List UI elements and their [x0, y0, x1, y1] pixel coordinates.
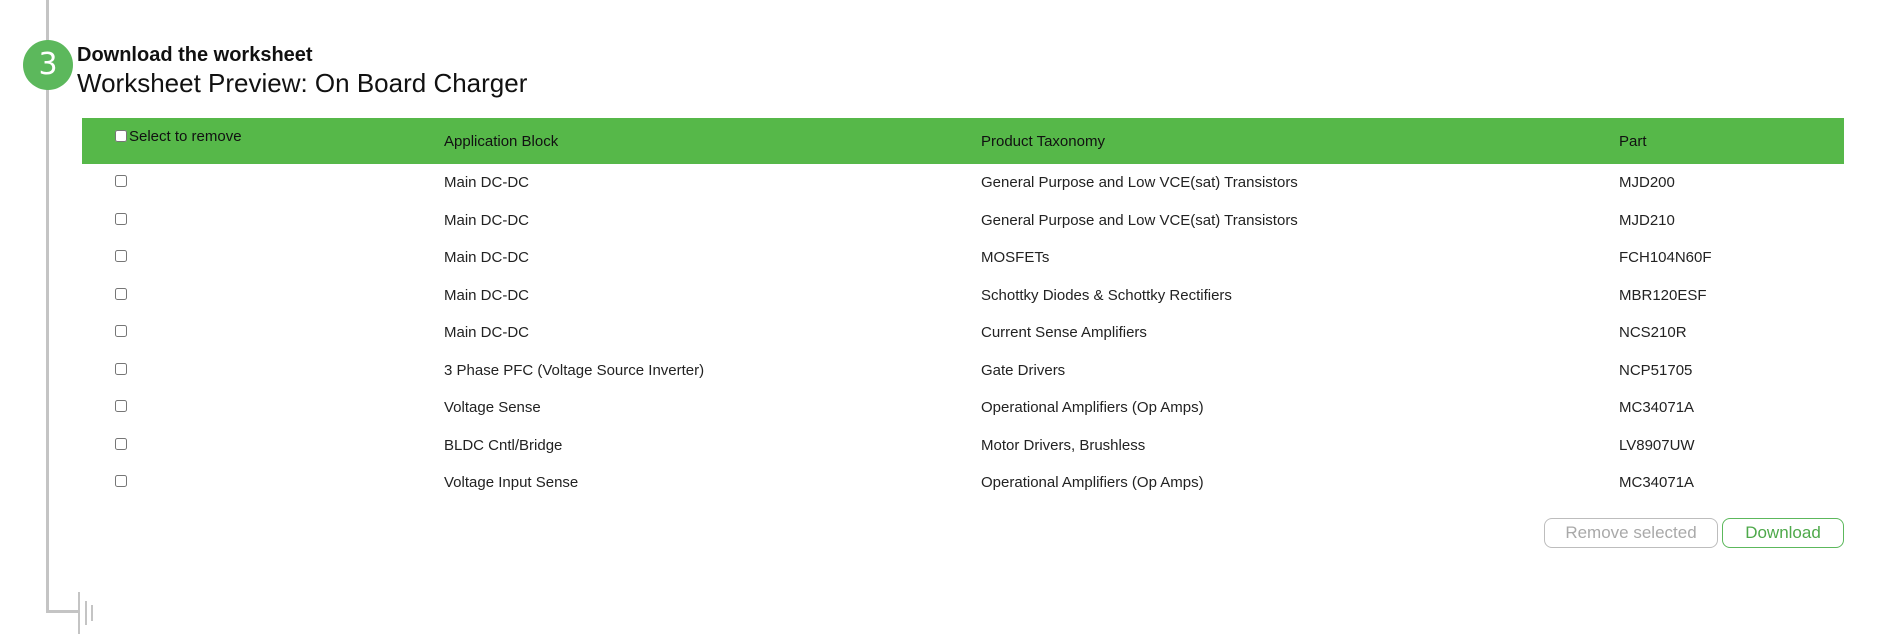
application-block-cell: Main DC-DC	[444, 174, 530, 192]
row-select-checkbox[interactable]	[115, 325, 127, 337]
rail-end-icon	[78, 592, 98, 634]
application-block-cell: Voltage Input Sense	[444, 474, 579, 492]
application-block-cell: Main DC-DC	[444, 211, 530, 229]
header-select-label: Select to remove	[129, 128, 242, 145]
product-taxonomy-cell: Operational Amplifiers (Op Amps)	[981, 474, 1204, 492]
application-block-cell: Main DC-DC	[444, 324, 530, 342]
product-taxonomy-cell: Schottky Diodes & Schottky Rectifiers	[981, 286, 1232, 304]
step-number-badge: 3	[23, 40, 73, 90]
product-taxonomy-cell: Gate Drivers	[981, 361, 1066, 379]
row-select-cell	[82, 389, 444, 427]
header-application-block: Application Block	[444, 132, 559, 150]
application-block-cell: Main DC-DC	[444, 286, 530, 304]
row-select-cell	[82, 277, 444, 315]
table-row	[82, 277, 1844, 315]
row-select-cell	[82, 314, 444, 352]
application-block-cell: BLDC Cntl/Bridge	[444, 436, 563, 454]
progress-rail	[46, 0, 49, 612]
product-taxonomy-cell: General Purpose and Low VCE(sat) Transistors	[981, 174, 1298, 192]
table-row	[82, 427, 1844, 465]
product-taxonomy-cell: General Purpose and Low VCE(sat) Transistors	[981, 211, 1298, 229]
table-row	[82, 464, 1844, 502]
part-cell: NCS210R	[1619, 324, 1687, 342]
part-cell: MC34071A	[1619, 474, 1695, 492]
select-all-checkbox[interactable]	[115, 130, 127, 142]
table-row	[82, 202, 1844, 240]
application-block-cell: Main DC-DC	[444, 249, 530, 267]
product-taxonomy-cell: Motor Drivers, Brushless	[981, 436, 1146, 454]
row-select-cell	[82, 352, 444, 390]
row-select-checkbox[interactable]	[115, 250, 127, 262]
row-select-checkbox[interactable]	[115, 213, 127, 225]
table-row	[82, 164, 1844, 202]
remove-selected-button[interactable]: Remove selected	[1544, 518, 1718, 548]
header-part: Part	[1619, 132, 1647, 150]
application-block-cell: 3 Phase PFC (Voltage Source Inverter)	[444, 361, 705, 379]
row-select-checkbox[interactable]	[115, 175, 127, 187]
product-taxonomy-cell: Current Sense Amplifiers	[981, 324, 1147, 342]
row-select-cell	[82, 202, 444, 240]
table-row	[82, 239, 1844, 277]
row-select-checkbox[interactable]	[115, 288, 127, 300]
header-product-taxonomy: Product Taxonomy	[981, 132, 1105, 150]
part-cell: MC34071A	[1619, 399, 1695, 417]
download-button[interactable]: Download	[1722, 518, 1844, 548]
row-select-cell	[82, 427, 444, 465]
part-cell: MBR120ESF	[1619, 286, 1707, 304]
worksheet-preview-title: Worksheet Preview: On Board Charger	[77, 68, 528, 98]
worksheet-table-container	[82, 118, 1844, 502]
header-select	[82, 118, 444, 164]
row-select-checkbox[interactable]	[115, 400, 127, 412]
product-taxonomy-cell: MOSFETs	[981, 249, 1050, 267]
row-select-checkbox[interactable]	[115, 475, 127, 487]
table-row	[82, 352, 1844, 390]
row-select-checkbox[interactable]	[115, 363, 127, 375]
part-cell: LV8907UW	[1619, 436, 1695, 454]
part-cell: NCP51705	[1619, 361, 1693, 379]
part-cell: MJD210	[1619, 211, 1675, 229]
row-select-checkbox[interactable]	[115, 438, 127, 450]
table-header-row	[82, 118, 1844, 164]
worksheet-table	[82, 118, 1844, 502]
part-cell: FCH104N60F	[1619, 249, 1712, 267]
application-block-cell: Voltage Sense	[444, 399, 541, 417]
row-select-cell	[82, 164, 444, 202]
row-select-cell	[82, 239, 444, 277]
progress-rail-end	[46, 610, 80, 613]
product-taxonomy-cell: Operational Amplifiers (Op Amps)	[981, 399, 1204, 417]
part-cell: MJD200	[1619, 174, 1675, 192]
step-title: Download the worksheet	[77, 44, 313, 66]
table-row	[82, 314, 1844, 352]
row-select-cell	[82, 464, 444, 502]
table-row	[82, 389, 1844, 427]
